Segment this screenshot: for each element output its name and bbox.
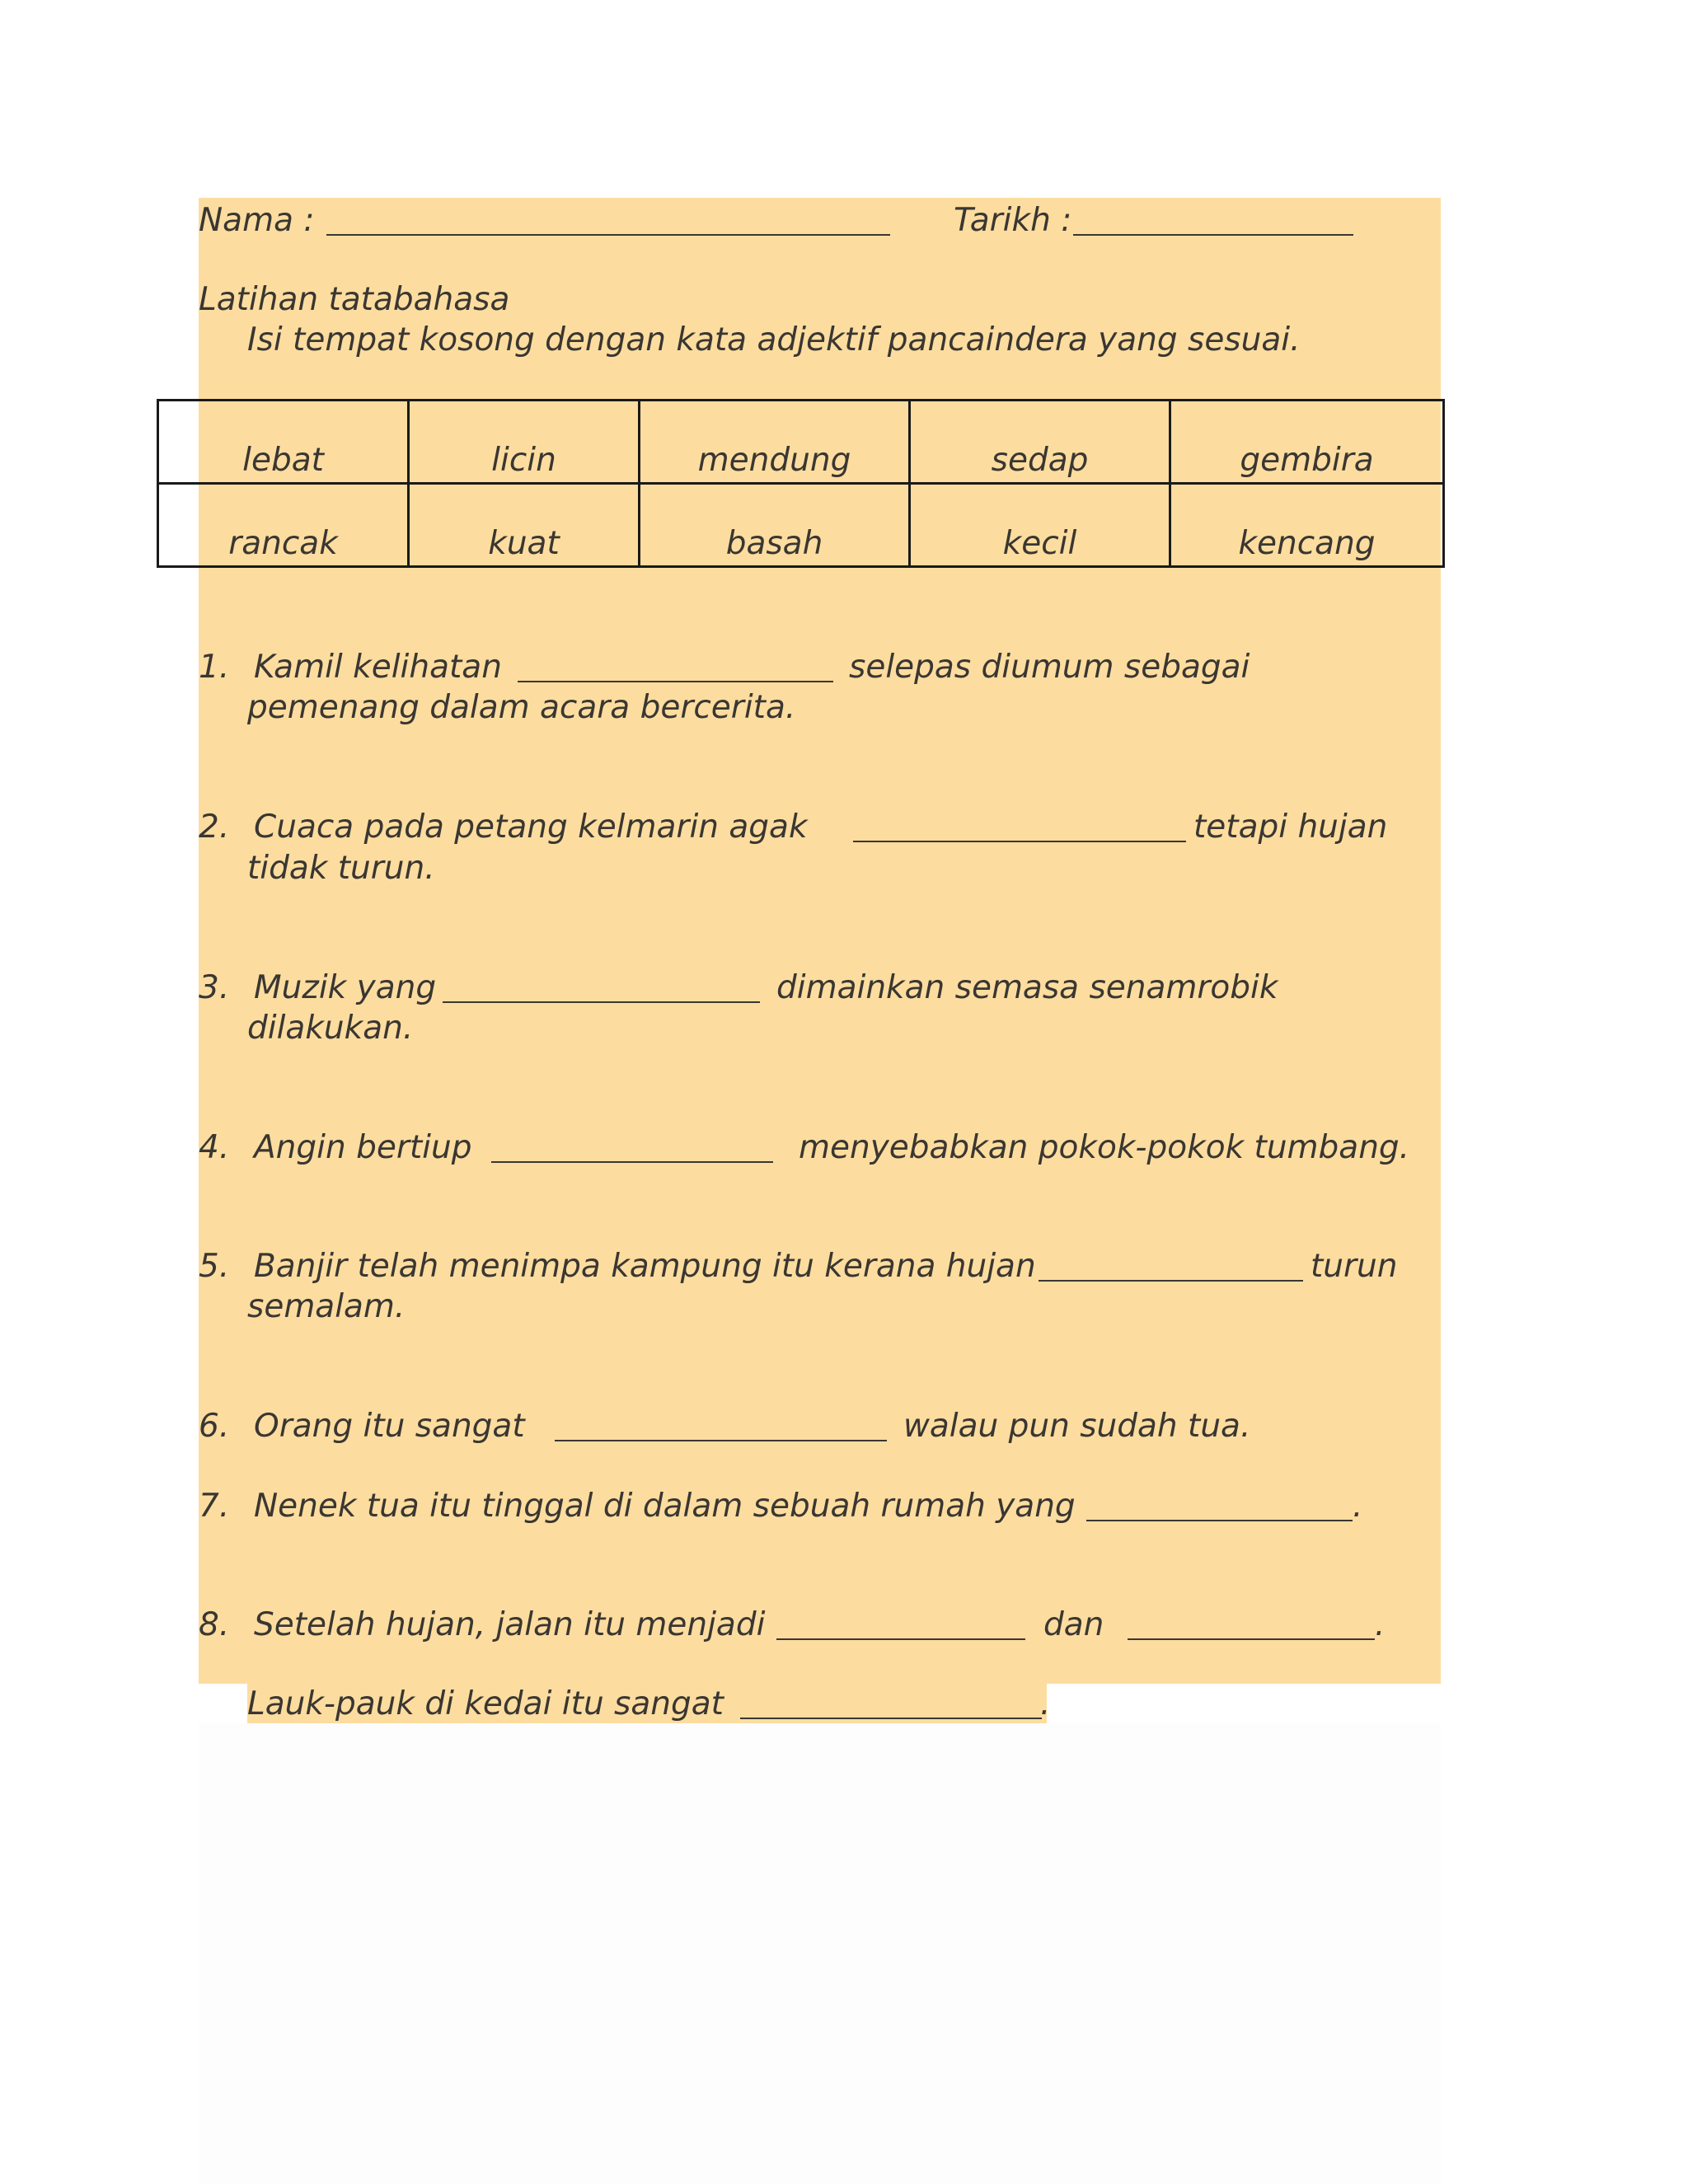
question-number: 2.: [199, 808, 230, 846]
answer-blank[interactable]: [518, 681, 833, 682]
question-text: Kamil kelihatan: [254, 649, 502, 686]
question-text: menyebabkan pokok-pokok tumbang.: [799, 1129, 1410, 1166]
question-text: Setelah hujan, jalan itu menjadi: [254, 1606, 766, 1643]
question-text-continued: pemenang dalam acara bercerita.: [247, 689, 796, 726]
question-punctuation: .: [1353, 1488, 1363, 1525]
question-text: Muzik yang: [254, 969, 437, 1006]
question-punctuation: .: [1375, 1606, 1386, 1643]
worksheet-title: Latihan tatabahasa: [199, 281, 510, 318]
word-cell: licin: [409, 401, 640, 484]
question-text: Banjir telah menimpa kampung itu kerana hujan: [254, 1248, 1036, 1285]
word-cell: kuat: [409, 484, 640, 567]
question-text: turun: [1311, 1248, 1398, 1285]
question-text: Cuaca pada petang kelmarin agak: [254, 808, 808, 846]
answer-blank[interactable]: [1128, 1638, 1375, 1640]
question-text: dan: [1043, 1606, 1104, 1643]
answer-blank[interactable]: [1086, 1520, 1353, 1521]
word-cell: rancak: [158, 484, 409, 567]
date-label: Tarikh :: [954, 202, 1072, 239]
lower-page-area: [199, 1723, 1441, 2184]
answer-blank[interactable]: [853, 841, 1186, 842]
question-number: 5.: [199, 1248, 230, 1285]
question-text: selepas diumum sebagai: [849, 649, 1250, 686]
question-number: 6.: [199, 1408, 230, 1445]
question-text: tetapi hujan: [1193, 808, 1388, 846]
question-number: 1.: [199, 649, 230, 686]
question-number: 7.: [199, 1488, 230, 1525]
word-cell: kecil: [910, 484, 1170, 567]
answer-blank[interactable]: [740, 1718, 1042, 1719]
word-bank-row: [158, 401, 1444, 484]
question-text-continued: tidak turun.: [247, 850, 435, 887]
question-text: Lauk-pauk di kedai itu sangat: [247, 1685, 724, 1722]
question-text: Orang itu sangat: [254, 1408, 525, 1445]
question-text-continued: semalam.: [247, 1288, 406, 1325]
name-label: Nama :: [199, 202, 315, 239]
word-cell: mendung: [640, 401, 910, 484]
question-text: Nenek tua itu tinggal di dalam sebuah rumah yang: [254, 1488, 1076, 1525]
question-text-continued: dilakukan.: [247, 1010, 414, 1047]
word-bank-row: [158, 484, 1444, 567]
question-punctuation: .: [1040, 1685, 1051, 1722]
question-text: dimainkan semasa senamrobik: [776, 969, 1278, 1006]
name-blank[interactable]: [326, 234, 890, 236]
question-number: 4.: [199, 1129, 230, 1166]
word-cell: gembira: [1170, 401, 1444, 484]
answer-blank[interactable]: [555, 1440, 887, 1441]
word-bank-table: [157, 399, 1445, 568]
answer-blank[interactable]: [443, 1001, 760, 1003]
word-cell: basah: [640, 484, 910, 567]
question-number: 8.: [199, 1606, 230, 1643]
question-text: Angin bertiup: [254, 1129, 472, 1166]
word-cell: sedap: [910, 401, 1170, 484]
date-blank[interactable]: [1073, 234, 1353, 236]
instruction-text: Isi tempat kosong dengan kata adjektif pancaindera yang sesuai.: [247, 321, 1301, 359]
answer-blank[interactable]: [1039, 1280, 1303, 1282]
answer-blank[interactable]: [776, 1638, 1025, 1640]
question-text: walau pun sudah tua.: [903, 1408, 1251, 1445]
word-cell: kencang: [1170, 484, 1444, 567]
question-number: 3.: [199, 969, 230, 1006]
answer-blank[interactable]: [491, 1161, 773, 1163]
word-cell: lebat: [158, 401, 409, 484]
